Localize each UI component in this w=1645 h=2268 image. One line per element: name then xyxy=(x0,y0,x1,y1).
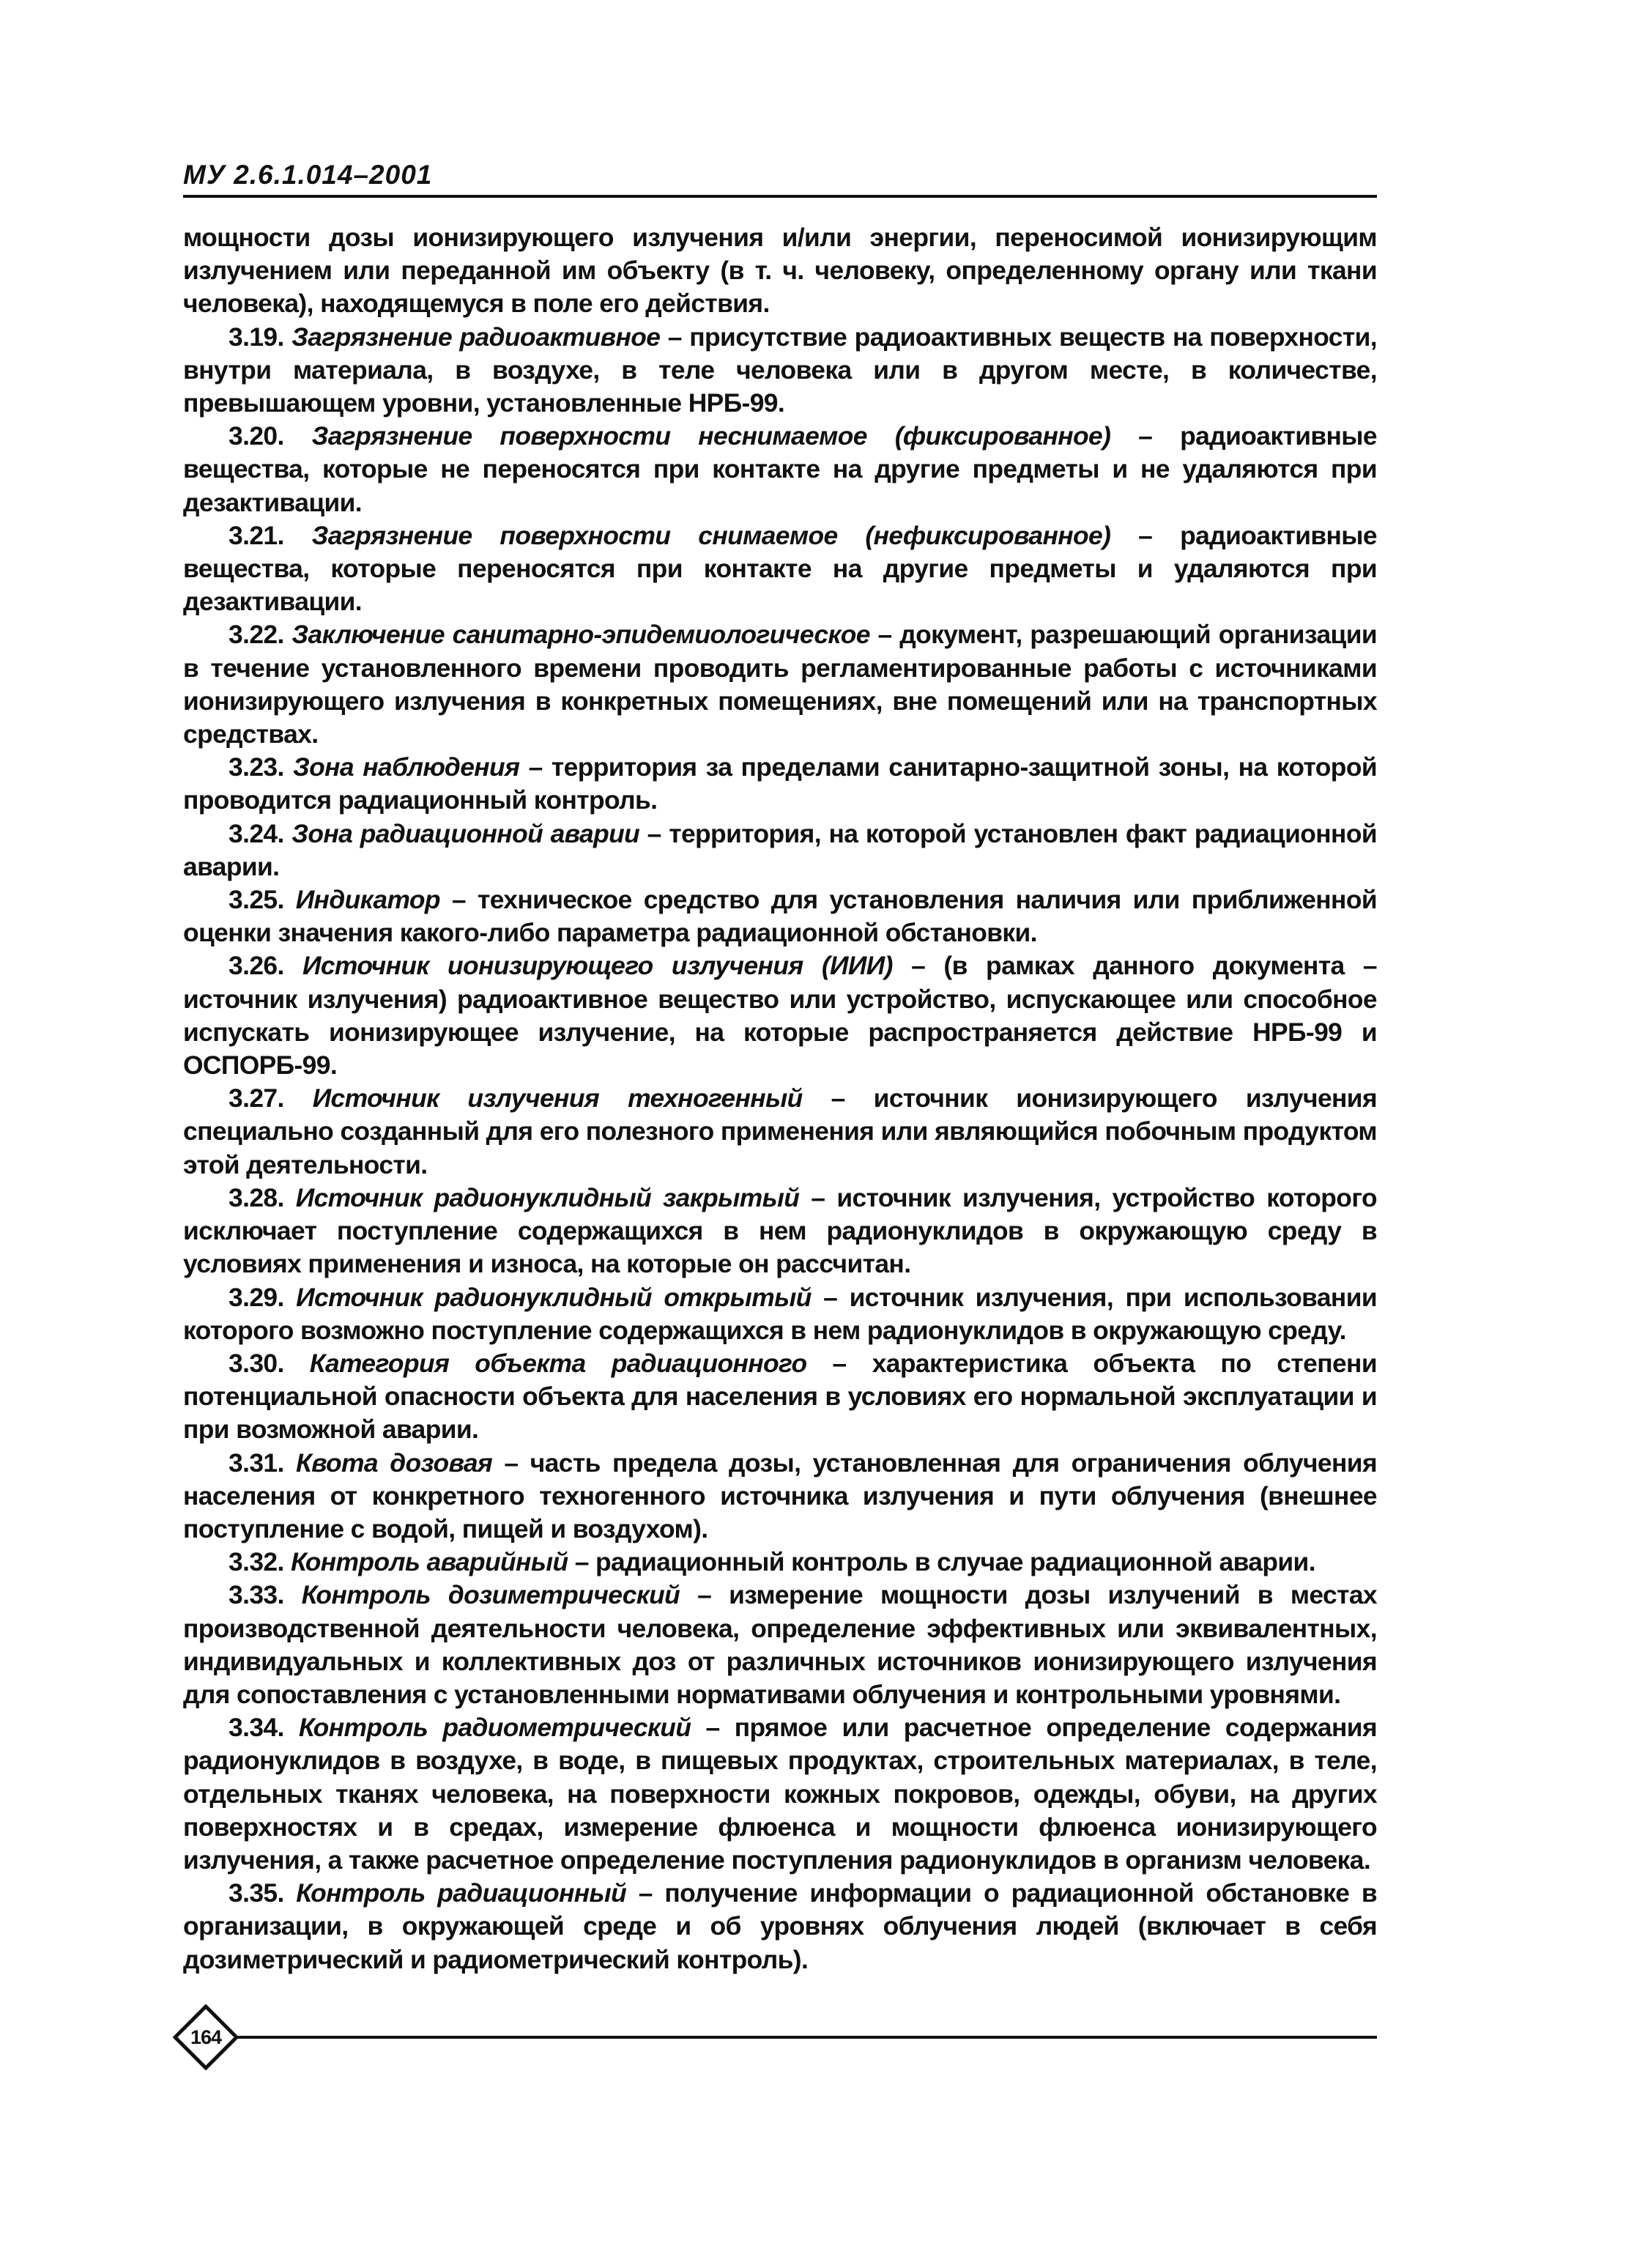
definition-3-32 xyxy=(183,1546,1377,1579)
definition-3-29 xyxy=(183,1281,1377,1347)
definition-number: 3.20. xyxy=(229,421,284,451)
definition-term: Категория объекта радиационного xyxy=(309,1348,807,1378)
definition-3-22 xyxy=(183,618,1377,751)
definition-term: Источник радионуклидный открытый xyxy=(296,1282,812,1312)
definition-text: – источник излучения, при использовании которого возможно поступление содержащихся в нем радионуклидов в окружающую среду. xyxy=(183,1282,1378,1345)
definition-3-26 xyxy=(183,949,1377,1082)
definition-number: 3.21. xyxy=(229,520,284,550)
definition-3-20 xyxy=(183,420,1377,519)
page-number-badge xyxy=(173,2004,239,2070)
header-rule xyxy=(183,195,1377,198)
definition-3-24 xyxy=(183,818,1377,883)
document-code: МУ 2.6.1.014–2001 xyxy=(183,160,433,190)
definition-number: 3.25. xyxy=(229,885,284,915)
definition-text: – присутствие радиоактивных веществ на поверхности, внутри материала, в воздухе, в теле человека или в другом месте, в количестве, превышающем уровни, установленные НРБ-99. xyxy=(183,322,1377,418)
intro-paragraph: мощности дозы ионизирующего излучения и/или энергии, переносимой ионизирующим излучением или переданной им объекту (в т. ч. человеку, определенному органу или ткани человека), находящемуся в поле его действия. xyxy=(183,223,1377,319)
page-number: 164 xyxy=(190,2026,222,2048)
definition-3-19 xyxy=(183,321,1377,420)
definition-text: – территория, на которой установлен факт радиационной аварии. xyxy=(183,818,1377,881)
definition-term: Индикатор xyxy=(295,885,440,915)
definition-text: – радиоактивные вещества, которые переносятся при контакте на другие предметы и удаляются при дезактивации. xyxy=(183,520,1377,617)
definition-number: 3.22. xyxy=(229,620,284,650)
definition-term: Источник радионуклидный закрытый xyxy=(295,1182,800,1212)
definition-text: – радиоактивные вещества, которые не переносятся при контакте на другие предметы и не удаляются при дезактивации. xyxy=(183,421,1377,517)
definition-3-23 xyxy=(183,751,1377,817)
definition-text: – (в рамках данного документа – источник излучения) радиоактивное вещество или устройство, испускающее или способное испускать ионизирующее излучение, на которые распространяется действие НРБ-99 и ОСПОРБ-99. xyxy=(183,951,1377,1081)
definition-number: 3.31. xyxy=(229,1448,284,1478)
definition-text: – территория за пределами санитарно-защитной зоны, на которой проводится радиационный контроль. xyxy=(183,752,1377,815)
definition-term: Заключение санитарно-эпидемиологическое xyxy=(292,620,870,650)
definition-3-30 xyxy=(183,1347,1377,1447)
definition-3-35 xyxy=(183,1877,1377,1976)
definition-3-33 xyxy=(183,1579,1377,1711)
definition-number: 3.35. xyxy=(229,1878,284,1908)
page-footer xyxy=(173,2004,1381,2085)
definition-number: 3.30. xyxy=(229,1348,284,1378)
definition-number: 3.19. xyxy=(229,322,284,352)
definition-term: Загрязнение поверхности неснимаемое (фиксированное) xyxy=(311,421,1111,451)
definition-3-34 xyxy=(183,1711,1377,1877)
definition-number: 3.27. xyxy=(229,1083,284,1113)
definition-term: Загрязнение поверхности снимаемое (нефиксированное) xyxy=(311,520,1111,550)
definition-term: Источник ионизирующего излучения (ИИИ) xyxy=(302,951,893,981)
definition-number: 3.34. xyxy=(229,1713,284,1743)
definition-number: 3.32. xyxy=(229,1547,284,1577)
page-header xyxy=(183,160,1377,198)
definition-text: – характеристика объекта по степени потенциальной опасности объекта для населения в условиях его нормальной эксплуатации и при возможной аварии. xyxy=(183,1348,1377,1445)
definition-text: – прямое или расчетное определение содержания радионуклидов в воздухе, в воде, в пищевых продуктах, строительных материалах, в теле, отдельных тканях человека, на поверхности кожных покровов, одежды, обуви, на других поверхностях и в средах, измерение флюенса и мощности флюенса ионизирующего излучения, а также расчетное определение поступления радионуклидов в организм человека. xyxy=(183,1713,1377,1875)
definition-term: Зона радиационной аварии xyxy=(292,818,640,848)
definition-3-27 xyxy=(183,1082,1377,1182)
definition-text: – часть предела дозы, установленная для ограничения облучения населения от конкретного техногенного источника излучения и пути облучения (внешнее поступление с водой, пищей и воздухом). xyxy=(183,1448,1377,1544)
definition-3-31 xyxy=(183,1447,1377,1546)
definition-number: 3.33. xyxy=(229,1580,284,1610)
definition-text: – источник излучения, устройство которого исключает поступление содержащихся в нем радионуклидов в окружающую среду в условиях применения и износа, на которые он рассчитан. xyxy=(183,1182,1378,1279)
definition-3-21 xyxy=(183,519,1377,619)
definition-text: – измерение мощности дозы излучений в местах производственной деятельности человека, определение эффективных или эквивалентных, индивидуальных и коллективных доз от различных источников ионизирующего излучения для сопоставления с установленными нормативами облучения и контрольными уровнями. xyxy=(183,1580,1377,1709)
definition-term: Квота дозовая xyxy=(295,1448,493,1478)
footer-rule xyxy=(237,2036,1377,2039)
definition-text: – получение информации о радиационной обстановке в организации, в окружающей среде и об уровнях облучения людей (включает в себя дозиметрический и радиометрический контроль). xyxy=(183,1878,1378,1974)
definition-number: 3.29. xyxy=(229,1282,284,1312)
definition-term: Контроль радиационный xyxy=(296,1878,627,1908)
definition-3-25 xyxy=(183,883,1377,949)
definition-3-28 xyxy=(183,1182,1377,1281)
definition-term: Загрязнение радиоактивное xyxy=(292,322,661,352)
definition-text: – источник ионизирующего излучения специально созданный для его полезного применения или являющийся побочным продуктом этой деятельности. xyxy=(183,1083,1378,1179)
definition-term: Контроль дозиметрический xyxy=(301,1580,680,1610)
definition-term: Источник излучения техногенный xyxy=(312,1083,803,1113)
document-body xyxy=(183,221,1377,1976)
definition-term: Контроль радиометрический xyxy=(298,1713,691,1743)
definition-text: – радиационный контроль в случае радиационной аварии. xyxy=(568,1547,1315,1577)
definition-number: 3.23. xyxy=(229,752,284,782)
definition-number: 3.24. xyxy=(229,818,284,848)
definition-text: – техническое средство для установления наличия или приближенной оценки значения какого-либо параметра радиационной обстановки. xyxy=(183,885,1378,948)
definition-number: 3.28. xyxy=(229,1182,284,1212)
definition-text: – документ, разрешающий организации в течение установленного времени проводить регламентированные работы с источниками ионизирующего излучения в конкретных помещениях, вне помещений или на транспортных средствах. xyxy=(183,620,1378,749)
definition-term: Контроль аварийный xyxy=(290,1547,568,1577)
definition-term: Зона наблюдения xyxy=(292,752,520,782)
definition-number: 3.26. xyxy=(229,951,284,981)
